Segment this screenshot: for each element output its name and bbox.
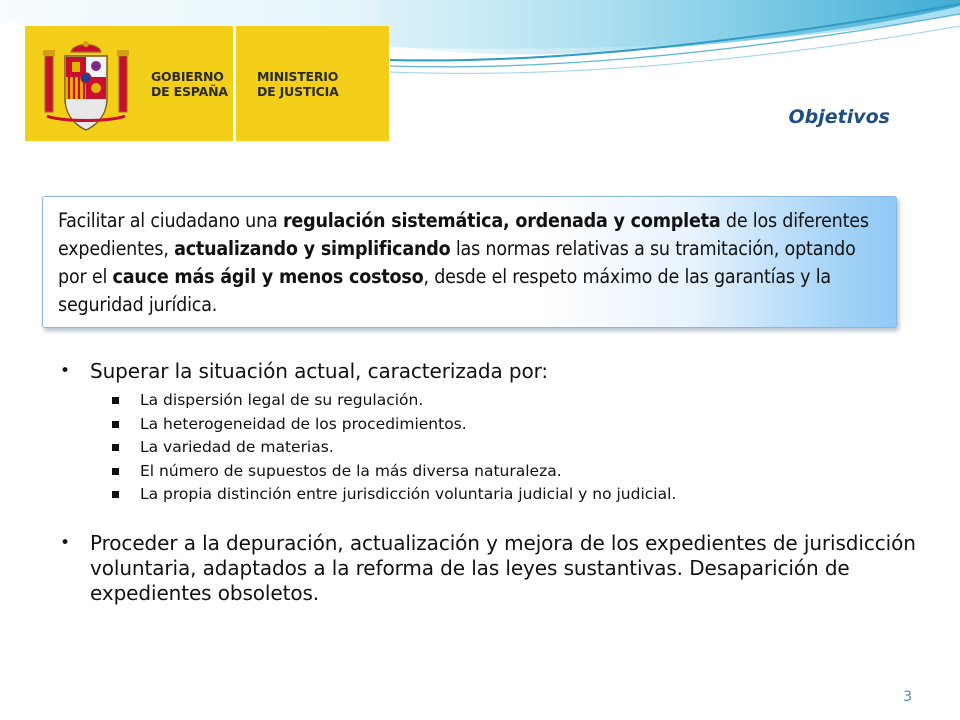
bullet-item xyxy=(60,531,920,606)
square-bullet-icon xyxy=(112,491,119,498)
sub-bullet-item xyxy=(112,413,920,437)
square-bullet-icon xyxy=(112,421,119,428)
logo-government-line2: DE ESPAÑA xyxy=(151,84,228,99)
government-logo xyxy=(25,26,389,141)
bullet-text: Proceder a la depuración, actualización y mejora de los expedientes de jurisdicción voluntaria, adaptados a la reforma de las leyes sustantivas. Desaparición de expedientes obsoletos. xyxy=(90,530,916,605)
objective-bold-part: cauce más ágil y menos costoso xyxy=(112,265,424,288)
bullet-item xyxy=(60,360,920,383)
objective-text-part: de los diferentes expedientes, xyxy=(58,209,869,260)
logo-divider xyxy=(233,26,236,141)
sub-bullet-text: La heterogeneidad de los procedimientos. xyxy=(140,414,467,433)
objective-bold-part: actualizando y simplificando xyxy=(174,237,451,260)
logo-ministry-line1: MINISTERIO xyxy=(257,69,339,84)
sub-bullet-item xyxy=(112,460,920,484)
sub-bullet-text: La propia distinción entre jurisdicción voluntaria judicial y no judicial. xyxy=(140,485,677,503)
objective-text xyxy=(58,207,884,319)
logo-government-text xyxy=(151,69,228,99)
sub-bullet-text: El número de supuestos de la más diversa naturaleza. xyxy=(140,461,562,480)
square-bullet-icon xyxy=(112,468,119,475)
logo-ministry-line2: DE JUSTICIA xyxy=(257,84,339,99)
bullet-dot-icon: • xyxy=(60,532,70,553)
square-bullet-icon xyxy=(112,397,119,404)
objective-text-part: las normas relativas a su tramitación, optando por el xyxy=(58,237,856,288)
logo-government-line1: GOBIERNO xyxy=(151,69,224,84)
sub-bullet-text: La dispersión legal de su regulación. xyxy=(140,391,424,409)
objective-text-part: Facilitar al ciudadano una xyxy=(58,209,283,232)
sub-bullet-text: La variedad de materias. xyxy=(140,438,334,456)
coat-of-arms-icon xyxy=(41,38,131,134)
page-number: 3 xyxy=(903,689,912,705)
sub-bullet-item xyxy=(112,436,920,460)
sub-bullet-item xyxy=(112,483,920,507)
bullet-text: Superar la situación actual, caracterizada por: xyxy=(90,359,549,383)
bullet-list xyxy=(60,360,920,606)
objective-bold-part: regulación sistemática, ordenada y completa xyxy=(282,209,721,232)
slide-title: Objetivos xyxy=(788,106,890,128)
square-bullet-icon xyxy=(112,444,119,451)
bullet-dot-icon: • xyxy=(60,361,70,381)
sub-bullet-item xyxy=(112,389,920,413)
sub-bullet-list xyxy=(112,389,920,507)
logo-ministry-text xyxy=(257,69,339,99)
objective-box xyxy=(42,196,897,328)
objective-text-part: , desde el respeto máximo de las garantías y la seguridad jurídica. xyxy=(58,265,831,316)
